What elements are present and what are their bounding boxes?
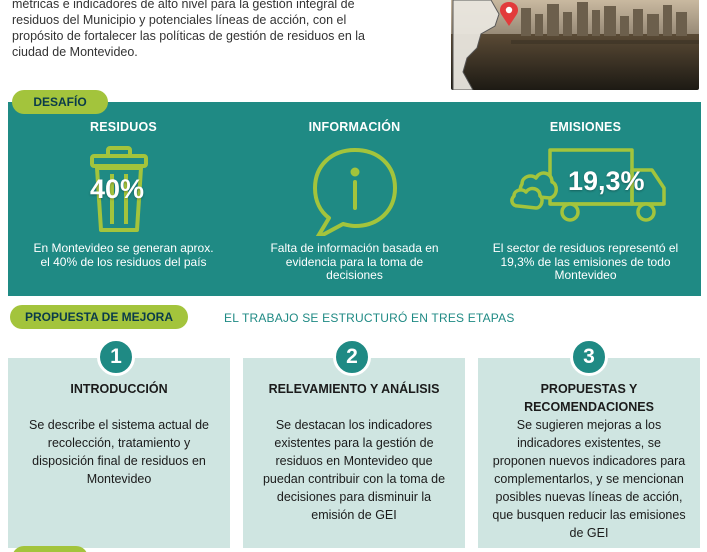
propuesta-subtitle: EL TRABAJO SE ESTRUCTURÓ EN TRES ETAPAS [224,311,515,325]
emisiones-heading: EMISIONES [549,120,622,134]
step-card-introduccion [8,358,230,548]
montevideo-photo [451,0,699,90]
intro-line: ciudad de Montevideo. [12,45,138,59]
intro-paragraph [12,0,432,60]
step-number-badge: 3 [570,338,608,376]
step-title: INTRODUCCIÓN [70,382,168,396]
residuos-text: En Montevideo se generan aprox. el 40% de los residuos del país [33,241,214,269]
truck-emissions-icon [470,146,701,236]
city-skyline-image [451,0,699,90]
informacion-column [239,102,470,296]
step-title: PROPUESTAS Y RECOMENDACIONES [524,382,654,414]
residuos-column [8,102,239,296]
step-number-badge: 1 [97,338,135,376]
step-text: Se describe el sistema actual de recolección, tratamiento y disposición final de residuos en Montevideo [29,418,209,486]
emisiones-column [470,102,701,296]
next-section-tab [12,546,88,552]
intro-line: propósito de fortalecer las políticas de gestión de residuos en la [12,29,365,43]
residuos-value: 40% [90,174,145,204]
informacion-text: Falta de información basada en evidencia para la toma de decisiones [270,241,439,282]
step-card-relevamiento [243,358,465,548]
informacion-heading: INFORMACIÓN [308,120,401,134]
trash-bin-icon [8,146,239,236]
emisiones-value: 19,3% [568,166,645,196]
step-number-badge: 2 [333,338,371,376]
intro-line: residuos del Municipio y potenciales líneas de acción, con el [12,13,347,27]
step-card-propuestas [478,358,700,548]
info-bubble-icon [239,146,470,236]
residuos-heading: RESIDUOS [90,120,157,134]
step-text: Se destacan los indicadores existentes para la gestión de residuos en Montevideo que puedan contribuir con la toma de decisiones para disminuir la emisión de GEI [262,418,446,522]
desafio-tab: DESAFÍO [12,90,108,114]
desafio-panel [8,102,701,296]
propuesta-tab: PROPUESTA DE MEJORA [10,305,188,329]
step-text: Se sugieren mejoras a los indicadores existentes, se proponen nuevos indicadores para complementarlos, y se mencionan posibles nuevas líneas de acción, que busquen reducir las emisiones de GEI [492,418,686,540]
emisiones-text: El sector de residuos representó el 19,3% de las emisiones de todo Montevideo [492,241,679,282]
step-title: RELEVAMIENTO Y ANÁLISIS [268,382,440,396]
intro-line: métricas e indicadores de alto nivel para la gestión integral de [12,0,355,11]
